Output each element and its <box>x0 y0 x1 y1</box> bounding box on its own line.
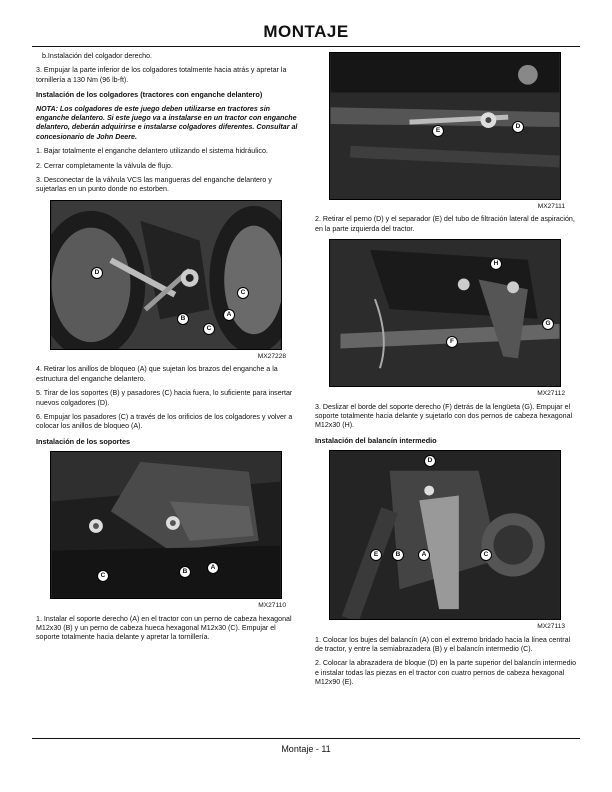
callout-a: A <box>223 309 235 321</box>
callout-c: C <box>480 549 492 561</box>
figure-id: MX27112 <box>537 390 565 398</box>
step-r4-text: 1. Colocar los bujes del balancín (A) con el extremo bridado hacia la línea central de tractor, y entre la semiabrazadera (B) y el balancín intermedio (C). <box>315 635 571 654</box>
figure-mx27112 <box>329 239 569 398</box>
step-b-text: b.Instalación del colgador derecho. <box>42 52 153 60</box>
photo-illustration <box>51 452 281 598</box>
figure-id: MX27228 <box>257 352 286 360</box>
left-column <box>36 52 299 648</box>
figure-id: MX27110 <box>258 602 286 610</box>
right-column <box>315 52 578 693</box>
callout-e: E <box>370 549 382 561</box>
footer-rule <box>32 738 580 739</box>
section-heading-colgadores: Instalación de los colgadores (tractores con enganche delantero) <box>36 90 263 100</box>
figure-id: MX27111 <box>537 203 565 210</box>
section-heading-balancin: Instalación del balancín intermedio <box>315 435 437 445</box>
photo-illustration <box>51 201 281 349</box>
callout-d: D <box>512 121 524 133</box>
section-heading-soportes: Instalación de los soportes <box>36 436 131 446</box>
step-1-text: 1. Bajar totalmente el enganche delantero utilizando el sistema hidráulico. <box>36 147 268 156</box>
note-text: NOTA: Los colgadores de este juego deben utilizarse en tractores sin enganche delantero. Si este juego va a instalarse en un tractor con enganche delantero, deberán adquirirse e instalarse colgadores diferentes. Consultar al concesionario de John Deere. <box>36 104 298 141</box>
photo-illustration <box>330 451 560 619</box>
figure-mx27113 <box>329 450 569 631</box>
callout-b: B <box>177 313 189 325</box>
callout-c: C <box>97 570 109 582</box>
step-3b-text: 3. Desconectar de la válvula VCS las mangueras del enganche delantero y sujetarlas en un punto donde no estorben. <box>36 176 272 194</box>
figure-mx27111 <box>329 52 569 211</box>
callout-e: E <box>432 125 444 137</box>
header-rule <box>32 46 580 47</box>
figure-id: MX27113 <box>537 623 565 631</box>
step-5-text: 5. Tirar de los soportes (B) y pasadores (C) hacia fuera, lo suficiente para insertar nuevos colgadores (D). <box>36 389 293 407</box>
step-3-text: 3. Empujar la parte inferior de los colgadores totalmente hacia atrás y apretar la tornillería a 130 Nm (96 lb-ft). <box>36 66 287 84</box>
photo-illustration <box>330 53 560 199</box>
callout-h: H <box>490 258 502 270</box>
step-r3-text: 3. Deslizar el borde del soporte derecho (F) detrás de la lengüeta (G). Empujar el soporte totalmente hacia delante y sujetarlo con dos pernos de cabeza hexagonal M12x30 (H). <box>315 402 573 430</box>
callout-f: F <box>446 336 458 348</box>
step-2-text: 2. Cerrar completamente la válvula de flujo. <box>36 161 173 170</box>
callout-c2: C <box>203 323 215 335</box>
callout-d: D <box>91 267 103 279</box>
photo-rocker <box>329 450 561 620</box>
step-r2-text: 2. Retirar el perno (D) y el separador (E) del tubo de filtración lateral de aspiración, en la parte izquierda del tractor. <box>315 215 575 233</box>
callout-b: B <box>179 566 191 578</box>
callout-a: A <box>207 562 219 574</box>
photo-bracket <box>50 451 282 599</box>
photo-right-bracket <box>329 239 561 387</box>
photo-hitch-hangers <box>50 200 282 350</box>
callout-b: B <box>392 549 404 561</box>
figure-mx27228 <box>50 200 290 361</box>
step-s1-text: 1. Instalar el soporte derecho (A) en el tractor con un perno de cabeza hexagonal M12x30 (B) y un perno de cabeza hueca hexagonal M12x30 (C). Empujar el soporte totalmente hacia delante y apretar la tornillería. <box>36 614 292 642</box>
callout-a: A <box>418 549 430 561</box>
figure-mx27110 <box>50 451 290 610</box>
photo-filter-tube <box>329 52 561 200</box>
step-4-text: 4. Retirar los anillos de bloqueo (A) que sujetan los brazos del enganche a la estructura del enganche delantero. <box>36 365 278 383</box>
page-title: MONTAJE <box>263 22 349 41</box>
step-r5-text: 2. Colocar la abrazadera de bloque (D) en la parte superior del balancín intermedio e instalar todas las piezas en el tractor con cuatro pernos de cabeza hexagonal M12x90 (E). <box>315 659 577 687</box>
callout-c: C <box>237 287 249 299</box>
page-number: Montaje - 11 <box>281 744 331 754</box>
callout-d: D <box>424 455 436 467</box>
callout-g: G <box>542 318 554 330</box>
step-6-text: 6. Empujar los pasadores (C) a través de los orificios de los colgadores y volver a colocar los anillos de bloqueo (A). <box>36 412 293 431</box>
photo-illustration <box>330 240 560 386</box>
